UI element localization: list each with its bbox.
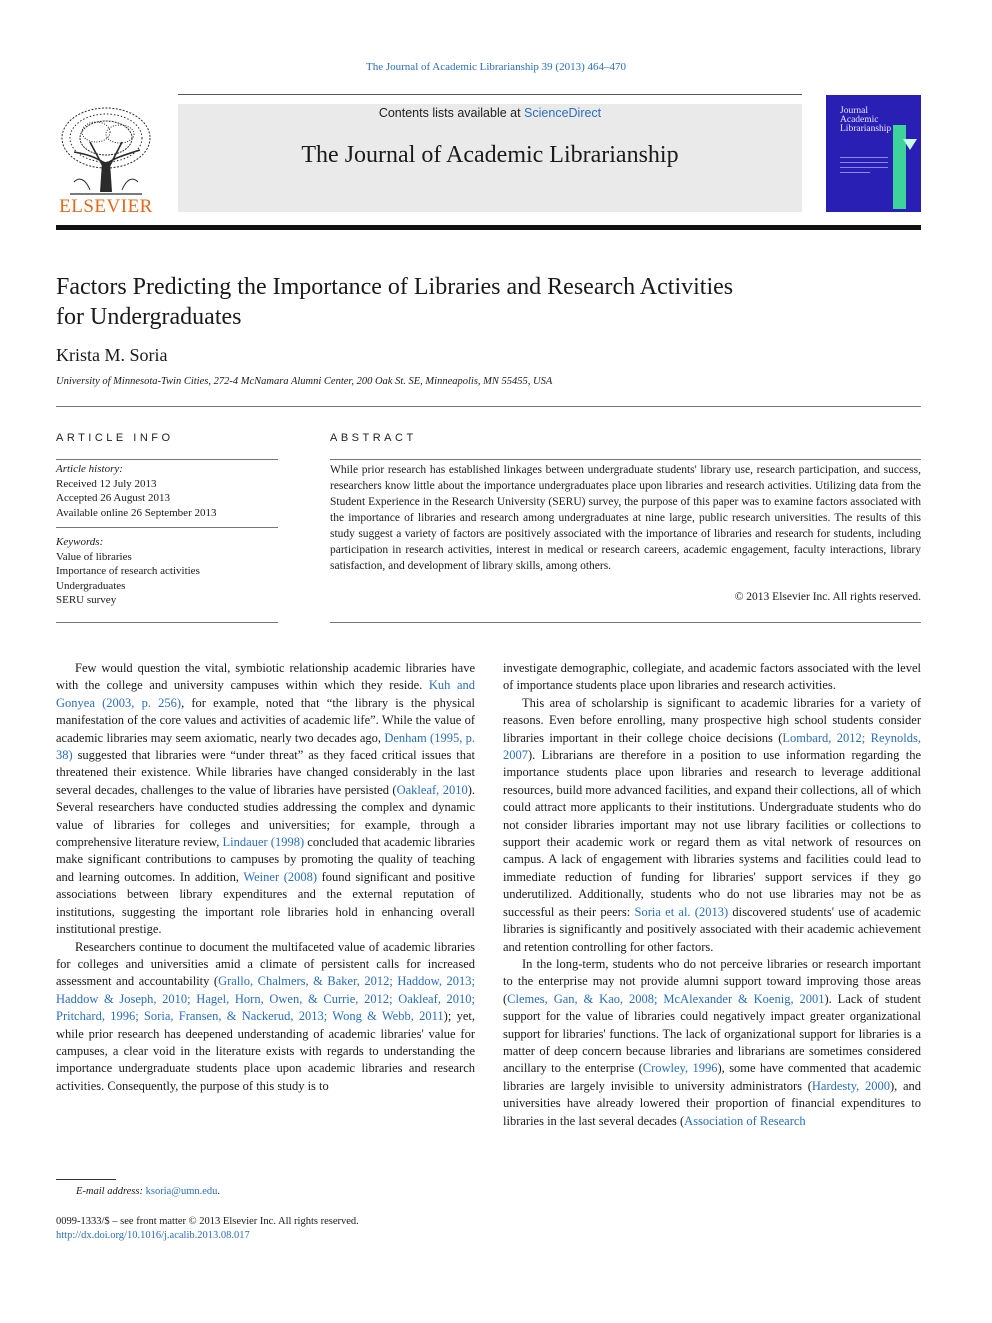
author-affiliation: University of Minnesota-Twin Cities, 272-4 McNamara Alumni Center, 200 Oak St. SE, Minneapolis, MN 55455, USA xyxy=(56,376,553,387)
body-text: Few would question the vital, symbiotic relationship academic libraries have with the college and university campuses within which they reside. xyxy=(56,661,475,693)
keyword-item: Undergraduates xyxy=(56,579,126,592)
body-column-right xyxy=(503,660,921,1130)
cover-title: Journal Academic Librarianship xyxy=(840,106,892,134)
cover-text-lines xyxy=(840,157,888,177)
abstract-bottom-rule xyxy=(330,622,921,623)
abstract-rule xyxy=(330,459,921,460)
doi-link[interactable]: http://dx.doi.org/10.1016/j.acalib.2013.08.017 xyxy=(56,1230,250,1241)
body-text: discovered students' use of academic libraries is significantly and positively associated with their academic achievement and retention controlling for other factors. xyxy=(503,904,921,954)
body-text: ), some have commented that academic libraries are largely invisible to university administrators ( xyxy=(503,1061,921,1093)
affiliation-rule xyxy=(56,406,921,407)
author-email-link[interactable]: ksoria@umn.edu xyxy=(145,1186,218,1197)
abstract-text: While prior research has established linkages between undergraduate students' library use, research participation, and success, researchers know little about the importance undergraduates place upon libraries and research activities. Utilizing data from the Student Experience in the Research University (SERU) survey, the purpose of this paper was to examine factors associated with the importance of libraries and research among undergraduates at nine large, public research universities. The results of this study suggest a variety of factors are positively associated with the importance of libraries and research for students, including participation in research activities, interest in medical or research careers, academic engagement, faculty interactions, library satisfaction, and development of library skills, among others. xyxy=(330,464,921,572)
keywords-list: Keywords: Value of libraries Importance of research activities Undergraduates SERU survey xyxy=(56,535,278,608)
citation-link[interactable]: Lombard, 2012; Reynolds, 2007 xyxy=(503,730,921,763)
body-text: ). Lack of student support for the value of libraries could negatively impact greater organizational support for libraries' functions. The lack of organizational support for libraries is a matter of deep concern because libraries and librarians are sometimes considered ancillary to the enterprise ( xyxy=(503,991,921,1076)
article-author: Krista M. Soria xyxy=(56,345,168,365)
body-text: found significant and positive associations between library expenditures and the external reputation of institutions, suggesting the important role libraries hold in enhancing overall institutional prestige. xyxy=(56,869,476,937)
body-text: Researchers continue to document the multifaceted value of academic libraries for colleges and universities amid a climate of persistent calls for increased assessment and accountability ( xyxy=(56,939,475,989)
header-thick-rule xyxy=(56,225,921,230)
body-paragraph xyxy=(503,695,921,956)
body-text: ), and universities have already lowered their proportion of financial expenditures to libraries in the last several decades ( xyxy=(503,1078,922,1128)
body-paragraph xyxy=(503,660,921,695)
author-email-footnote: E-mail address: ksoria@umn.edu. xyxy=(76,1186,221,1197)
body-text: ). Librarians are therefore in a position to use information regarding the importance students place upon libraries and research to leverage additional resources, build more advanced facilities, and expand their collections, all of which could attract more applicants to their institutions. Undergraduate students who do not consider libraries important may not use library facilities or collections to support their academic work or regard them as vital network of resources on campus. A lack of engagement with libraries systems and facilities could lead to immediate reduction of funding for libraries' support services if they go underutilized. Additionally, students who do not use libraries may not be as successful as their peers: xyxy=(503,748,921,919)
body-paragraph xyxy=(503,956,921,1130)
body-text: This area of scholarship is significant to academic libraries for a variety of reasons. Even before enrolling, many prospective high school students consider libraries important in their college choice decisions ( xyxy=(503,695,921,745)
front-matter-notice xyxy=(56,1215,359,1243)
history-accepted: Accepted 26 August 2013 xyxy=(56,492,170,504)
history-online: Available online 26 September 2013 xyxy=(56,506,217,519)
article-title: Factors Predicting the Importance of Libraries and Research Activities for Undergraduates xyxy=(56,274,734,330)
citation-link[interactable]: Kuh and Gonyea (2003, p. 256) xyxy=(56,678,475,710)
body-text: In the long-term, students who do not perceive libraries or research important to the enterprise may not provide alumni support toward improving those areas ( xyxy=(503,956,921,1006)
citation-link[interactable]: Clemes, Gan, & Kao, 2008; McAlexander & Koenig, 2001 xyxy=(507,991,825,1006)
body-column-left xyxy=(56,660,475,1095)
article-info-heading: ARTICLE INFO xyxy=(56,432,174,444)
body-paragraph xyxy=(56,660,475,939)
citation-link[interactable]: Crowley, 1996 xyxy=(642,1061,718,1076)
abstract-heading: ABSTRACT xyxy=(330,432,417,444)
article-info-rule xyxy=(56,459,278,460)
body-text: , for example, noted that “the library is the physical manifestation of the core values and activities of academic life”. While the value of academic libraries may seem axiomatic, nearly two decades ago, xyxy=(56,695,475,745)
article-history: Article history: Received 12 July 2013 Accepted 26 August 2013 Available online 26 September 2013 xyxy=(56,462,278,520)
journal-masthead xyxy=(178,104,802,212)
journal-cover-thumbnail[interactable] xyxy=(826,95,921,212)
body-text: ). Several researchers have conducted studies addressing the complex and dynamic value of libraries for colleges and universities; for example, through a comprehensive literature review, xyxy=(56,782,476,850)
citation-link[interactable]: Hardesty, 2000 xyxy=(811,1078,890,1093)
journal-title: The Journal of Academic Librarianship xyxy=(301,142,679,168)
info-bottom-rule xyxy=(56,622,278,623)
citation-link[interactable]: Oakleaf, 2010 xyxy=(396,782,468,797)
keywords-rule xyxy=(56,527,278,528)
cover-triangle xyxy=(903,139,917,150)
contents-available-line: Contents lists available at ScienceDirect xyxy=(378,106,602,120)
citation-link[interactable]: Soria et al. (2013) xyxy=(634,904,729,919)
elsevier-wordmark: ELSEVIER xyxy=(59,196,153,217)
issn-line: 0099-1333/$ – see front matter © 2013 Elsevier Inc. All rights reserved. xyxy=(56,1216,359,1227)
header-top-rule xyxy=(178,94,802,95)
body-paragraph xyxy=(56,939,475,1096)
citation-link[interactable]: Denham (1995, p. 38) xyxy=(56,730,476,763)
footnote-rule xyxy=(56,1179,116,1180)
history-received: Received 12 July 2013 xyxy=(56,477,157,490)
journal-citation[interactable]: The Journal of Academic Librarianship 39 (2013) 464–470 xyxy=(366,61,626,73)
citation-link[interactable]: Weiner (2008) xyxy=(243,869,318,884)
body-text: investigate demographic, collegiate, and academic factors associated with the level of importance students place upon libraries and research activities. xyxy=(503,661,921,693)
citation-link[interactable]: Grallo, Chalmers, & Baker, 2012; Haddow, 2013; Haddow & Joseph, 2010; Hagel, Horn, Owen, & Currie, 2012; Oakleaf, 2010; Pritchard, 1996; Soria, Fransen, & Nackerud, 2013; Wong & Webb, 2011 xyxy=(56,974,475,1024)
keyword-item: Importance of research activities xyxy=(56,565,200,577)
body-text: ); yet, while prior research has deepened understanding of academic libraries' value for campuses, a clear void in the literature exists with regards to understanding the importance undergraduate students place upon academic libraries and research activities. Consequently, the purpose of this study is to xyxy=(56,1009,475,1093)
keyword-item: Value of libraries xyxy=(56,550,132,563)
keyword-item: SERU survey xyxy=(56,594,117,606)
cover-green-bar xyxy=(893,125,906,209)
citation-link[interactable]: Lindauer (1998) xyxy=(222,835,305,850)
abstract-copyright: © 2013 Elsevier Inc. All rights reserved. xyxy=(734,591,921,603)
body-text: suggested that libraries were “under threat” as they faced critical issues that threatened their existence. While libraries have changed considerably in the last several decades, challenges to the value of libraries have persisted ( xyxy=(56,748,475,797)
sciencedirect-link[interactable]: ScienceDirect xyxy=(524,106,602,120)
citation-link[interactable]: Association of Research xyxy=(684,1113,806,1128)
body-text: concluded that academic libraries make significant contributions to campuses by promoting the quality of teaching and learning outcomes. In addition, xyxy=(56,835,475,884)
